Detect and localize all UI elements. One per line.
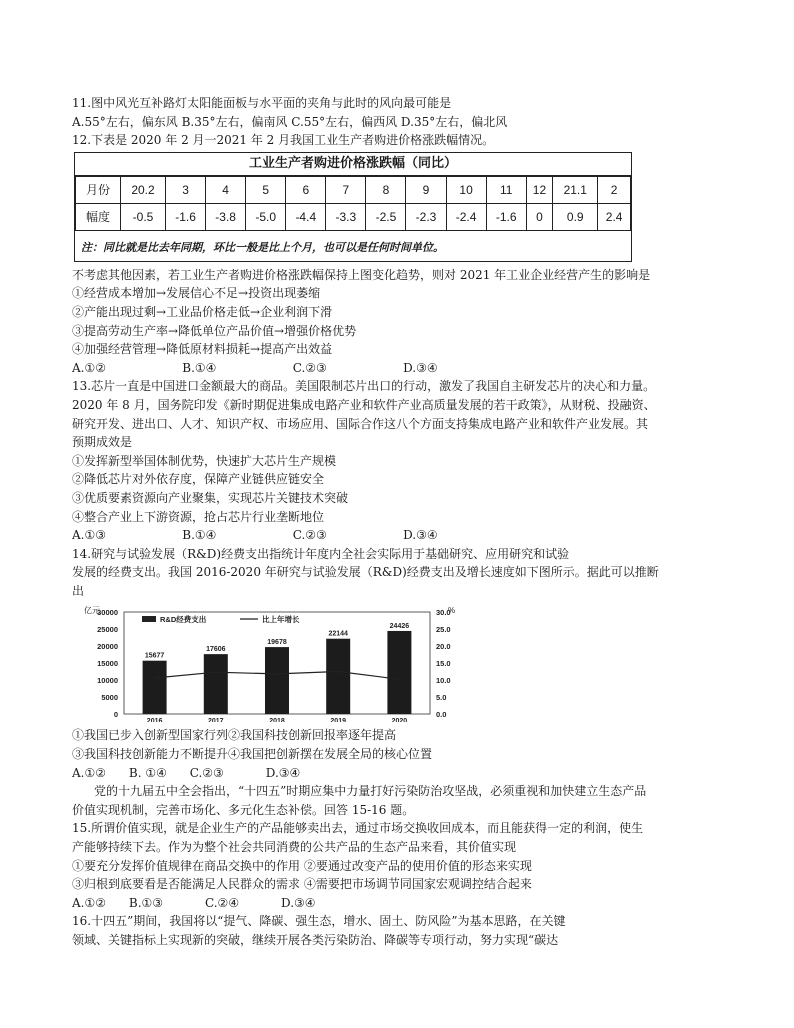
q13-item: ③优质要素资源向产业聚集，实现芯片关键技术突破 [72, 490, 349, 505]
right-tick-label: 5.0 [436, 693, 447, 703]
q13-line: 研究开发、进出口、人才、知识产权、市场应用、国际合作这八个方面支持集成电路产业和软件产业发展。其 [72, 416, 649, 431]
q15-item: ①要充分发挥价值规律在商品交换中的作用 ②要通过改变产品的使用价值的形态来实现 [72, 858, 532, 873]
table-cell-change: -2.4 [446, 203, 486, 230]
left-tick-label: 10000 [97, 676, 118, 686]
table-cell-change: -3.3 [326, 203, 366, 230]
x-tick-label: 2016 [146, 718, 163, 723]
bar-value-label: 22144 [328, 631, 348, 639]
q11-stem: 11.图中风光互补路灯太阳能面板与水平面的夹角与此时的风向最可能是 [72, 96, 452, 110]
q11-options: A.55°左右，偏东风 B.35°左右，偏南风 C.55°左右，偏西风 D.35°左右，偏北风 [72, 114, 508, 129]
left-tick-label: 0 [113, 710, 118, 720]
left-tick-label: 30000 [97, 608, 118, 618]
table-cell-change: -5.0 [246, 203, 286, 230]
table-cell-change: -2.3 [406, 203, 446, 230]
price-change-table [74, 152, 632, 262]
legend-label-line: 比上年增长 [262, 615, 300, 625]
q12-items [72, 284, 732, 358]
bar-2020 [387, 631, 411, 714]
bar-value-label: 15677 [144, 653, 165, 661]
legend-label-bar: R&D经费支出 [160, 615, 207, 625]
table-cell-month: 10 [446, 176, 486, 203]
bar-2018 [265, 648, 289, 715]
table-cell-month: 20.2 [121, 176, 166, 203]
table-cell-change: -0.5 [121, 203, 166, 230]
x-tick-label: 2020 [391, 718, 408, 723]
q14-options: A.①② B. ①④ C.②③ D.③④ [72, 765, 301, 780]
q13-options: A.①③ B.①④ C.②③ D.③④ [72, 528, 438, 543]
left-tick-label: 20000 [97, 642, 118, 652]
q16-line: 领域、关键指标上实现新的突破，继续开展各类污染防治、降碳等专项行动，努力实现“碳达 [72, 933, 559, 947]
left-axis-unit: 亿元 [84, 606, 100, 616]
q13-line: 2020 年 8 月，国务院印发《新时期促进集成电路产业和软件产业高质量发展的若干政策》，从财税、投融资、 [72, 397, 656, 412]
left-tick-label: 5000 [101, 693, 118, 703]
bar-2016 [143, 661, 167, 714]
exam-page [72, 94, 732, 950]
x-tick-label: 2018 [269, 718, 285, 723]
q15-line: 15.所谓价值实现，就是企业生产的产品能够卖出去，通过市场交换收回成本，而且能获得一定的利润，使生 [72, 821, 644, 836]
bar-2019 [326, 639, 350, 714]
q14-item: ③我国科技创新能力不断提升④我国把创新摆在发展全局的核心位置 [72, 747, 433, 762]
bar-value-label: 19678 [267, 639, 287, 647]
bar-value-label: 17606 [206, 646, 226, 654]
q12-item: ④加强经营管理→降低原材料损耗→提高产出效益 [72, 342, 333, 357]
q12-options: A.①② B.①④ C.②③ D.③④ [72, 360, 438, 375]
table-cell-month: 7 [326, 176, 366, 203]
table-cell-month: 11 [486, 176, 526, 203]
q14-line: 出 [72, 583, 85, 598]
q13-item: ②降低芯片对外依存度，保障产业链供应链安全 [72, 472, 325, 487]
table-note: 注：同比就是比去年同期，环比一般是比上个月，也可以是任何时间单位。 [81, 240, 444, 254]
table-cell-month: 9 [406, 176, 446, 203]
left-tick-label: 25000 [97, 625, 118, 635]
left-tick-label: 15000 [97, 659, 118, 669]
table-cell-month: 6 [286, 176, 326, 203]
right-tick-label: 20.0 [436, 642, 451, 652]
table-cell-month: 12 [526, 176, 553, 203]
q12-stem: 12.下表是 2020 年 2 月一2021 年 2 月我国工业生产者购进价格涨跌幅情况。 [72, 133, 495, 148]
table-title: 工业生产者购进价格涨跌幅（同比） [75, 153, 631, 176]
q12-question: 不考虑其他因素，若工业生产者购进价格涨跌幅保持上图变化趋势，则对 2021 年工业企业经营产生的影响是 [72, 267, 651, 282]
chart-legend [142, 614, 300, 624]
right-tick-label: 30.0 [436, 608, 451, 618]
table-row-changes [76, 203, 631, 230]
q13-item: ①发挥新型举国体制优势，快速扩大芯片生产规模 [72, 453, 337, 468]
table-row-label: 幅度 [76, 203, 121, 230]
table-cell-change: -1.6 [166, 203, 206, 230]
table-cell-change: -4.4 [286, 203, 326, 230]
right-tick-label: 10.0 [436, 676, 451, 686]
q12-item: ①经营成本增加→发展信心不足→投资出现萎缩 [72, 286, 321, 301]
bar-value-label: 24426 [389, 623, 410, 631]
right-tick-label: 15.0 [436, 659, 451, 669]
table-cell-month: 3 [166, 176, 206, 203]
intro-line: 价值实现机制，完善市场化、多元化生态补偿。回答 15-16 题。 [72, 802, 415, 817]
legend-bar-swatch [142, 616, 156, 622]
bar-2017 [204, 655, 228, 715]
table-cell-month: 5 [246, 176, 286, 203]
q13-line: 13.芯片一直是中国进口金额最大的商品。美国限制芯片出口的行动，激发了我国自主研发芯片的决心和力量。 [72, 379, 656, 394]
table-cell-change: -3.8 [206, 203, 246, 230]
rd-expenditure-chart [72, 602, 472, 722]
table-cell-change: 2.4 [598, 203, 631, 230]
table-row-months [76, 176, 631, 203]
right-tick-label: 0.0 [436, 710, 447, 720]
q13-item: ④整合产业上下游资源，抢占芯片行业垄断地位 [72, 509, 325, 524]
q15-line: 产能够持续下去。作为为整个社会共同消费的公共产品的生态产品来看，其价值实现 [72, 840, 517, 855]
table-cell-month: 2 [598, 176, 631, 203]
right-axis-unit: % [448, 606, 456, 616]
x-tick-label: 2019 [330, 718, 346, 723]
q13-line: 预期成效是 [72, 435, 133, 450]
q15-options: A.①② B.①③ C.②④ D.③④ [72, 895, 316, 910]
table-cell-change: 0.9 [553, 203, 598, 230]
table-row-label: 月份 [76, 176, 121, 203]
intro-line: 党的十九届五中全会指出，“十四五”时期应集中力量打好污染防治攻坚战，必须重视和加快建立生态产品 [94, 784, 647, 799]
table-cell-change: -2.5 [366, 203, 406, 230]
table-cell-month: 21.1 [553, 176, 598, 203]
q14-line: 发展的经费支出。我国 2016-2020 年研究与试验发展（R&D)经费支出及增长速度如下图所示。据此可以推断 [72, 565, 659, 580]
q12-item: ②产能出现过剩→工业品价格走低→企业利润下滑 [72, 304, 333, 319]
table-cell-change: -1.6 [486, 203, 526, 230]
table-cell-change: 0 [526, 203, 553, 230]
q16-line: 16.十四五”期间，我国将以“提气、降碳、强生态，增水、固土、防风险”为基本思路，在关键 [72, 914, 566, 929]
q14-line: 14.研究与试验发展（R&D)经费支出指统计年度内全社会实际用于基础研究、应用研究和试验 [72, 546, 570, 561]
q14-item: ①我国已步入创新型国家行列②我国科技创新回报率逐年提高 [72, 728, 397, 743]
x-tick-label: 2017 [208, 718, 224, 723]
table-cell-month: 4 [206, 176, 246, 203]
table-cell-month: 8 [366, 176, 406, 203]
q12-item: ③提高劳动生产率→降低单位产品价值→增强价格优势 [72, 323, 357, 338]
table-grid [75, 176, 631, 231]
right-tick-label: 25.0 [436, 625, 451, 635]
q15-item: ③归根到底要看是否能满足人民群众的需求 ④需要把市场调节同国家宏观调控结合起来 [72, 877, 532, 892]
